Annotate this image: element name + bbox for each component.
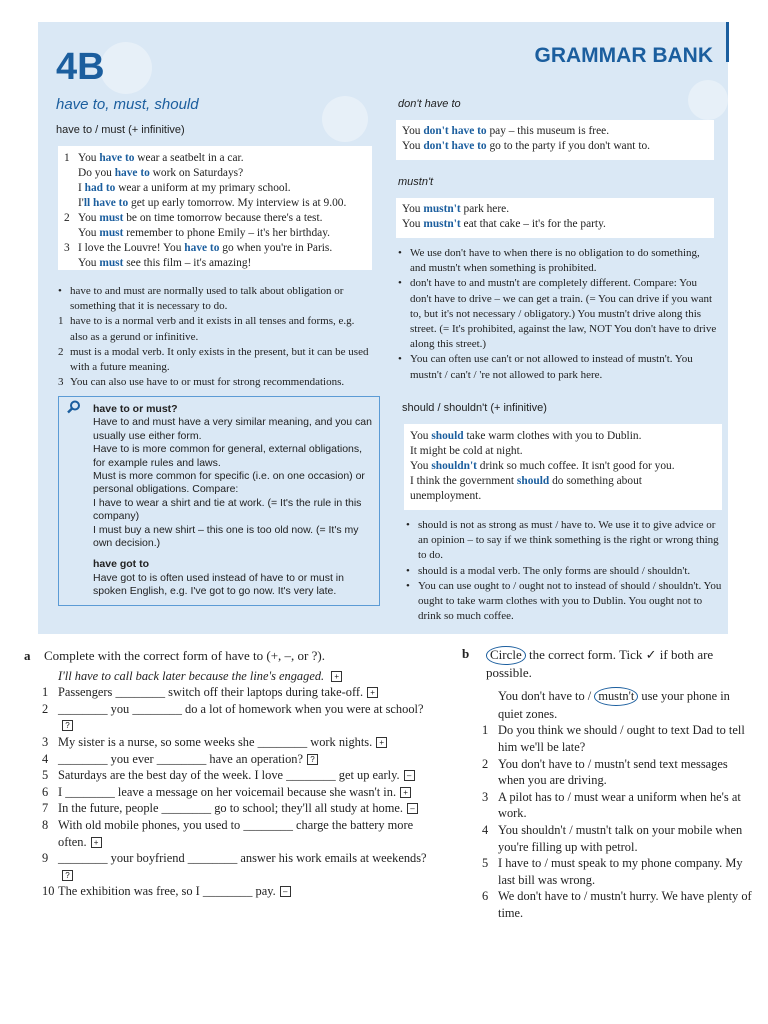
left-subtitle: have to / must (+ infinitive) <box>56 124 185 136</box>
example-line <box>410 474 722 489</box>
line-text: park here. <box>460 203 510 215</box>
example-number: 2 <box>64 212 70 224</box>
exercise-a-example: I'll have to call back later because the line's engaged. <box>58 668 325 683</box>
note-bullet: • <box>58 285 62 297</box>
line-text: be on time tomorrow because there's a test. <box>123 212 323 224</box>
look-heading: have to or must? <box>93 403 178 415</box>
question-number: 5 <box>482 856 489 871</box>
note-text: You can use ought to / ought not to instead of should / shouldn't. You ought to take warm clothes with you to Dublin. You ought not to drink so much coffee. <box>418 579 722 623</box>
line-text: pay – this museum is free. <box>486 125 610 137</box>
magnifier-icon <box>67 400 81 414</box>
note-text: must is a modal verb. It only exists in the present, but it can be used with a future meaning. <box>70 345 369 374</box>
line-text: drink so much coffee. It isn't good for you. <box>476 460 675 472</box>
question-number: 10 <box>42 884 55 899</box>
circle-word: Circle <box>486 646 526 665</box>
question-number: 1 <box>42 685 49 700</box>
line-text: You <box>402 218 424 230</box>
line-text: You <box>402 125 424 137</box>
line-text: It might be cold at night. <box>410 445 523 457</box>
question-number: 1 <box>482 723 489 738</box>
example-line <box>78 151 372 166</box>
question-item <box>24 701 434 734</box>
line-text: go to the party if you don't want to. <box>486 140 651 152</box>
minus-symbol-icon: – <box>404 770 415 781</box>
question-text: The exhibition was free, so I ________ pay. <box>58 884 276 899</box>
unit-number: 4B <box>56 46 105 88</box>
example-line <box>78 226 372 241</box>
line-text: I' <box>78 197 84 209</box>
example-group <box>62 241 372 271</box>
question-item <box>462 822 752 855</box>
question-item <box>24 883 434 900</box>
exercise-a <box>24 648 434 900</box>
line-text: wear a uniform at my primary school. <box>115 182 291 194</box>
note-bullet: • <box>398 277 402 290</box>
note-item <box>396 246 718 276</box>
example-line <box>78 181 372 196</box>
question-text: A pilot has to / must wear a uniform when he's at work. <box>498 789 741 821</box>
example-group <box>62 211 372 241</box>
note-text: should is a modal verb. The only forms are should / shouldn't. <box>418 564 691 577</box>
highlight-word: must <box>99 257 124 269</box>
example-circled: mustn't <box>594 687 638 706</box>
look-line: Must is more common for specific (i.e. on one occasion) or personal obligations. Compare: <box>93 470 365 496</box>
minus-symbol-icon: – <box>407 803 418 814</box>
line-text: wear a seatbelt in a car. <box>134 152 244 164</box>
section-title: GRAMMAR BANK <box>534 44 713 67</box>
question-text: I ________ leave a message on her voicemail because she wasn't in. <box>58 784 397 799</box>
should-box <box>404 424 722 510</box>
note-bullet: 2 <box>58 345 64 358</box>
example-line <box>78 166 372 181</box>
note-bullet: • <box>406 519 410 531</box>
question-text: ________ you ________ do a lot of homework when you were at school? <box>58 701 424 716</box>
line-text: I love the Louvre! You <box>78 242 185 254</box>
question-text: We don't have to / mustn't hurry. We have plenty of time. <box>498 889 752 920</box>
note-item <box>404 564 722 579</box>
note-text: should is not as strong as must / have to. We use it to give advice or an opinion – to say if we think something is the right or wrong thing to do. <box>418 519 719 562</box>
question-item <box>24 800 434 817</box>
line-text: You <box>402 203 424 215</box>
highlight-word: mustn't <box>423 218 461 230</box>
example-line <box>410 444 722 459</box>
decor-bubble <box>322 96 368 142</box>
question-text: ________ you ever ________ have an operation? <box>58 751 303 766</box>
note-item <box>56 314 372 344</box>
question-item <box>462 756 752 789</box>
note-item <box>396 352 718 382</box>
note-text: have to and must are normally used to talk about obligation or something that it is necessary to do. <box>70 285 344 313</box>
line-text: get up early tomorrow. My interview is at 9.00. <box>128 197 347 209</box>
plus-symbol-icon: + <box>376 737 387 748</box>
question-item <box>462 789 752 822</box>
look-line: Have got to is often used instead of have to or must in spoken English, e.g. I've got to go now. It's very late. <box>93 571 344 598</box>
highlight-word: had to <box>84 182 116 194</box>
question-text: My sister is a nurse, so some weeks she ________ work nights. <box>58 734 373 749</box>
note-bullet: • <box>398 353 402 366</box>
question-number: 6 <box>42 784 49 799</box>
examples-box <box>58 146 372 270</box>
example-line <box>410 489 722 504</box>
question-text: With old mobile phones, you used to ________ charge the battery more often. <box>58 817 414 849</box>
note-item <box>56 375 372 390</box>
look-line: I have to wear a shirt and tie at work. (= It's the rule in this company) <box>93 496 362 523</box>
highlight-word: have to <box>184 242 220 254</box>
line-text: work on Saturdays? <box>149 167 244 179</box>
note-item <box>404 518 722 564</box>
highlight-word: don't have to <box>423 140 487 152</box>
example-line <box>78 196 372 211</box>
right-notes-2 <box>404 518 722 624</box>
page-edge-marker <box>726 22 729 62</box>
example-line <box>402 202 714 217</box>
example-line <box>402 124 714 139</box>
question-text: You don't have to / mustn't send text messages when you are driving. <box>498 756 728 788</box>
note-text: You can also use have to or must for strong recommendations. <box>70 376 345 389</box>
should-title: should / shouldn't (+ infinitive) <box>402 402 547 414</box>
line-text: remember to phone Emily – it's her birthday. <box>123 227 331 239</box>
highlight-word: should <box>516 475 550 487</box>
highlight-word: have to <box>114 167 150 179</box>
line-text: I think the government <box>410 475 517 487</box>
exercise-b-letter: b <box>462 646 470 661</box>
note-bullet: • <box>398 247 402 259</box>
question-number: 6 <box>482 889 489 904</box>
exercise-b-instruction: the correct form. Tick ✓ if both are possible. <box>486 647 714 680</box>
question-item <box>24 734 434 751</box>
note-text: We use don't have to when there is no obligation to do something, and mustn't when something is prohibited. <box>410 247 700 275</box>
dont-have-to-box <box>396 120 714 160</box>
highlight-word: don't have to <box>423 125 487 137</box>
line-text: do something about <box>549 475 642 487</box>
question-item <box>24 751 434 768</box>
question-symbol-icon: ? <box>62 720 73 731</box>
look-line: Have to and must have a very similar meaning, and you can usually use either form. <box>93 416 372 442</box>
question-text: Do you think we should / ought to text Dad to tell him we'll be late? <box>498 723 745 754</box>
question-number: 3 <box>482 789 489 804</box>
line-text: You <box>410 430 432 442</box>
note-text: don't have to and mustn't are completely different. Compare: You don't have to drive – we can get a train. (= You can drive if you want to, but it's not necessary / obligatory.) You mustn't drive along this street. (= It's prohibited, against the law, NOT You don't have to drive along this street.) <box>410 277 717 351</box>
question-number: 4 <box>482 822 489 837</box>
exercise-a-letter: a <box>24 648 31 663</box>
line-text: unemployment. <box>410 490 482 502</box>
line-text: You <box>78 212 100 224</box>
line-text: You <box>78 227 100 239</box>
note-item <box>56 345 372 375</box>
highlight-word: mustn't <box>423 203 461 215</box>
question-number: 8 <box>42 817 49 832</box>
question-number: 7 <box>42 801 49 816</box>
highlight-word: have to <box>99 152 135 164</box>
question-item <box>24 850 434 883</box>
question-item <box>462 722 752 755</box>
mustnt-title: mustn't <box>398 176 434 188</box>
question-text: In the future, people ________ go to school; they'll all study at home. <box>58 801 403 816</box>
line-text: see this film – it's amazing! <box>123 257 252 269</box>
question-number: 3 <box>42 734 49 749</box>
plus-symbol-icon: + <box>400 787 411 798</box>
example-group <box>62 151 372 211</box>
note-bullet: • <box>406 579 410 592</box>
highlight-word: should <box>431 430 464 442</box>
line-text: eat that cake – it's for the party. <box>460 218 606 230</box>
note-item <box>56 284 372 314</box>
example-line <box>402 139 714 154</box>
exercise-b <box>462 646 752 922</box>
highlight-word: must <box>99 227 124 239</box>
dont-have-to-title: don't have to <box>398 98 461 110</box>
right-notes-1 <box>396 246 718 383</box>
question-number: 2 <box>482 756 489 771</box>
note-item <box>404 579 722 625</box>
look-box <box>58 396 380 606</box>
decor-bubble <box>688 80 728 120</box>
line-text: I <box>78 182 85 194</box>
question-number: 4 <box>42 751 49 766</box>
note-text: have to is a normal verb and it exists in all tenses and forms, e.g. also as a gerund or infinitive. <box>70 315 355 343</box>
highlight-word: shouldn't <box>431 460 477 472</box>
note-bullet: • <box>406 564 410 577</box>
look-line: Have to is more common for general, external obligations, for example rules and laws. <box>93 443 363 469</box>
decor-bubble <box>100 42 152 94</box>
line-text: take warm clothes with you to Dublin. <box>463 430 642 442</box>
plus-symbol-icon: + <box>367 687 378 698</box>
line-text: go when you're in Paris. <box>219 242 333 254</box>
question-symbol-icon: ? <box>62 870 73 881</box>
example-line <box>410 429 722 444</box>
example-number: 3 <box>64 242 70 254</box>
example-line <box>402 217 714 232</box>
plus-symbol-icon: + <box>91 837 102 848</box>
question-item <box>24 784 434 801</box>
look-heading-2: have got to <box>93 558 150 571</box>
line-text: You <box>410 460 432 472</box>
mustnt-box <box>396 198 714 238</box>
page-title: have to, must, should <box>56 96 199 113</box>
question-number: 5 <box>42 768 49 783</box>
question-text: You shouldn't / mustn't talk on your mobile when you're filling up with petrol. <box>498 822 743 854</box>
highlight-word: ll have to <box>83 197 129 209</box>
example-line <box>78 211 372 226</box>
line-text: You <box>402 140 424 152</box>
question-text: Passengers ________ switch off their laptops during take-off. <box>58 685 364 700</box>
note-bullet: 3 <box>58 376 64 389</box>
minus-symbol-icon: – <box>280 886 291 897</box>
look-line: I must buy a new shirt – this one is too old now. (= It's my own decision.) <box>93 523 359 550</box>
example-number: 1 <box>64 152 70 164</box>
example-post: use your phone in quiet zones. <box>498 689 730 721</box>
note-text: You can often use can't or not allowed to instead of mustn't. You mustn't / can't / 're not allowed to park here. <box>410 353 693 381</box>
question-number: 9 <box>42 851 49 866</box>
question-item <box>462 855 752 888</box>
question-item <box>24 684 434 701</box>
question-text: ________ your boyfriend ________ answer his work emails at weekends? <box>58 851 427 866</box>
example-line <box>78 241 372 256</box>
question-item <box>24 767 434 784</box>
line-text: You <box>78 257 100 269</box>
example-line <box>410 459 722 474</box>
note-item <box>396 276 718 352</box>
line-text: You <box>78 152 100 164</box>
question-symbol-icon: ? <box>307 754 318 765</box>
plus-symbol-icon: + <box>331 671 342 682</box>
question-item <box>462 888 752 921</box>
example-pre: You don't have to / <box>498 689 595 704</box>
question-number: 2 <box>42 701 49 716</box>
question-text: Saturdays are the best day of the week. I love ________ get up early. <box>58 768 400 783</box>
note-bullet: 1 <box>58 315 64 328</box>
highlight-word: must <box>99 212 124 224</box>
left-notes <box>56 284 372 390</box>
example-line <box>78 256 372 271</box>
question-text: I have to / must speak to my phone company. My last bill was wrong. <box>498 856 743 887</box>
question-item <box>24 817 434 850</box>
line-text: Do you <box>78 167 115 179</box>
exercise-a-instruction: Complete with the correct form of have to (+, –, or ?). <box>44 648 325 663</box>
